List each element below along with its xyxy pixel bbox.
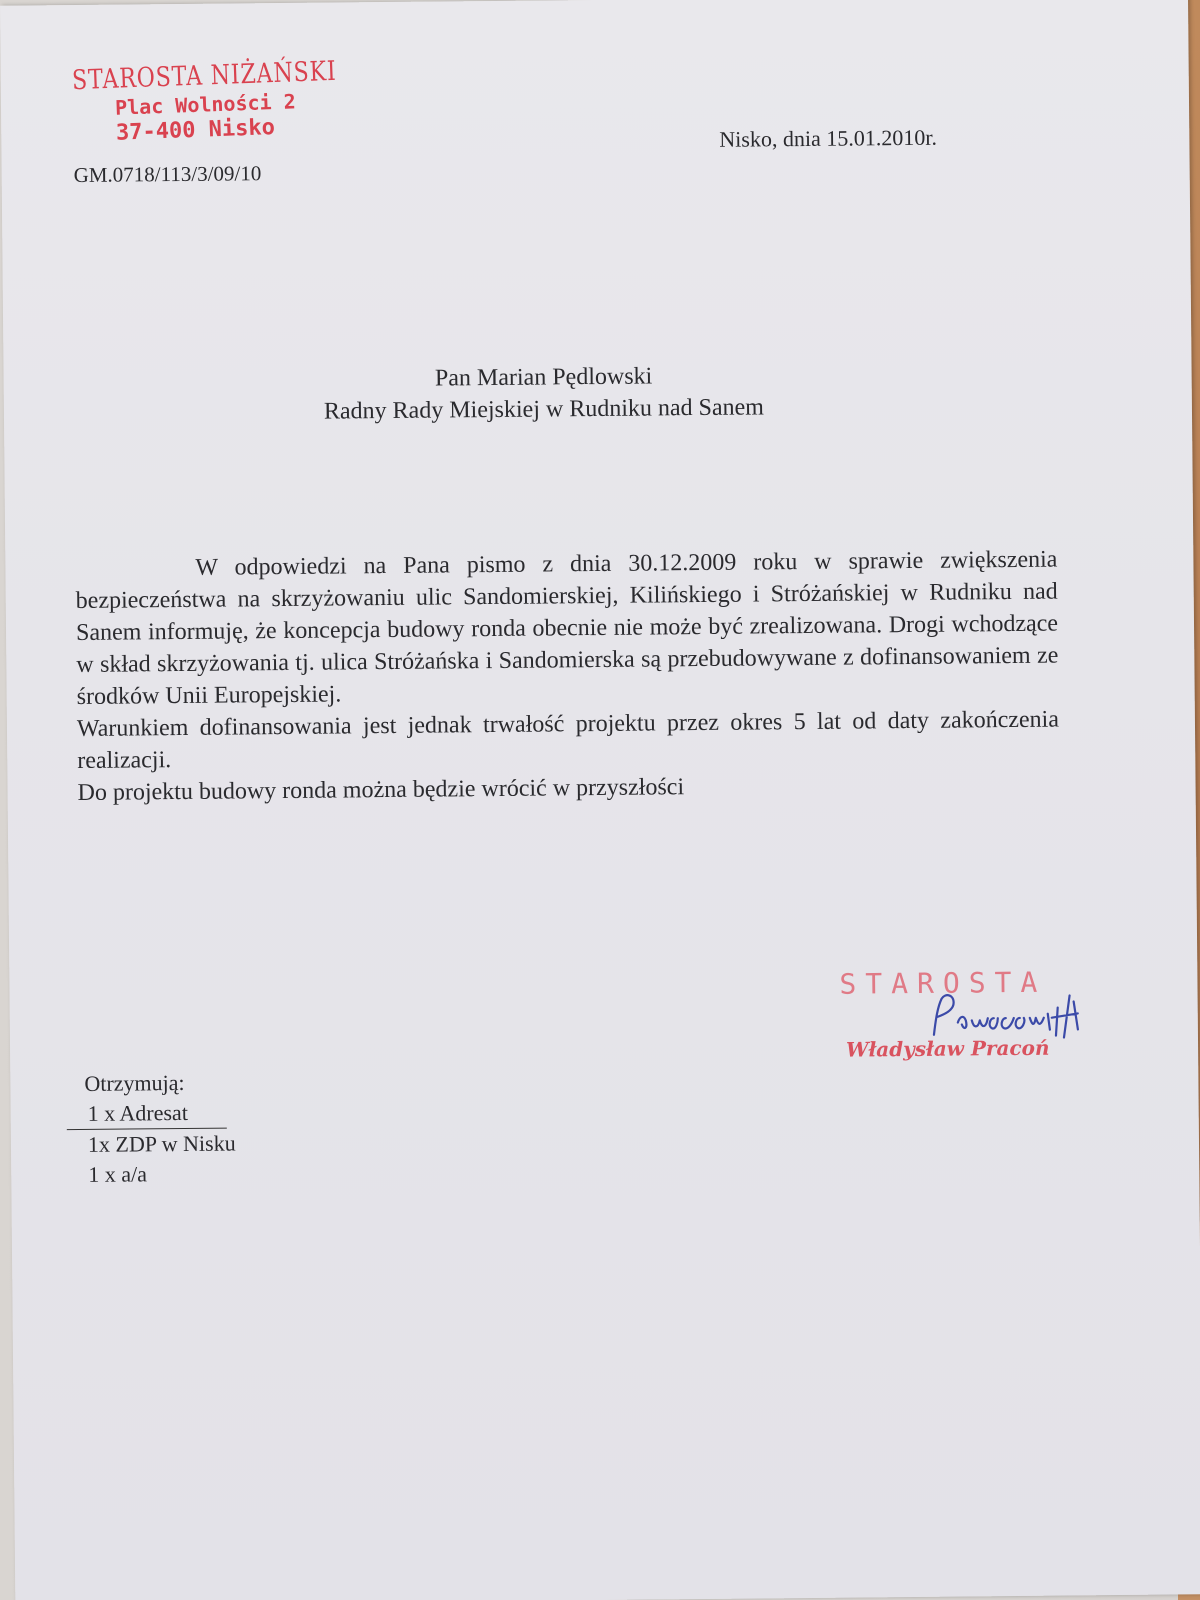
body-paragraph-3: Do projektu budowy ronda można będzie wrócić w przyszłości [77,774,685,806]
stamp-address-line1: Plac Wolności 2 [114,89,297,120]
signature-stamp-title: STAROSTA [839,965,1047,1001]
stamp-address-line2: 37-400 Nisko [115,115,276,146]
body-paragraph-2: Warunkiem dofinansowania jest jednak trwałość projektu przez okres 5 lat od daty zakończenia realizacji. [76,706,1060,774]
signature-stamp-name: Władysław Pracoń [845,1035,1050,1062]
reference-number: GM.0718/113/3/09/10 [73,161,262,188]
distribution-item: 1 x a/a [88,1161,148,1187]
distribution-item: 1 x Adresat [87,1099,188,1126]
signature-block [839,965,1100,1077]
header-stamp [72,54,397,148]
recipient-title: Radny Rady Miejskiej w Rudniku nad Sanem [323,394,765,425]
stamp-title: STAROSTA NIŻAŃSKI [71,55,338,97]
distribution-heading: Otrzymują: [84,1069,185,1096]
letter-body [75,544,1059,809]
place-date: Nisko, dnia 15.01.2010r. [719,124,938,152]
body-paragraph-1: W odpowiedzi na Pana pismo z dnia 30.12.2009 roku w sprawie zwiększenia bezpieczeństwa na skrzyżowaniu ulic Sandomierskiej, Kilińskiego i Stróżańskiej w Rudniku nad Sanem informuję, że koncepcja budowy ronda obecnie nie może być zrealizowana. Drogi wchodzące w skład skrzyżowania tj. ulica Stróżańska i Sandomierska są przebudowywane z dofinansowaniem ze środków Unii Europejskiej. [75,546,1059,710]
distribution-list [84,1067,236,1189]
distribution-item: 1x ZDP w Nisku [87,1130,236,1157]
recipient-name: Pan Marian Pędlowski [434,363,653,392]
